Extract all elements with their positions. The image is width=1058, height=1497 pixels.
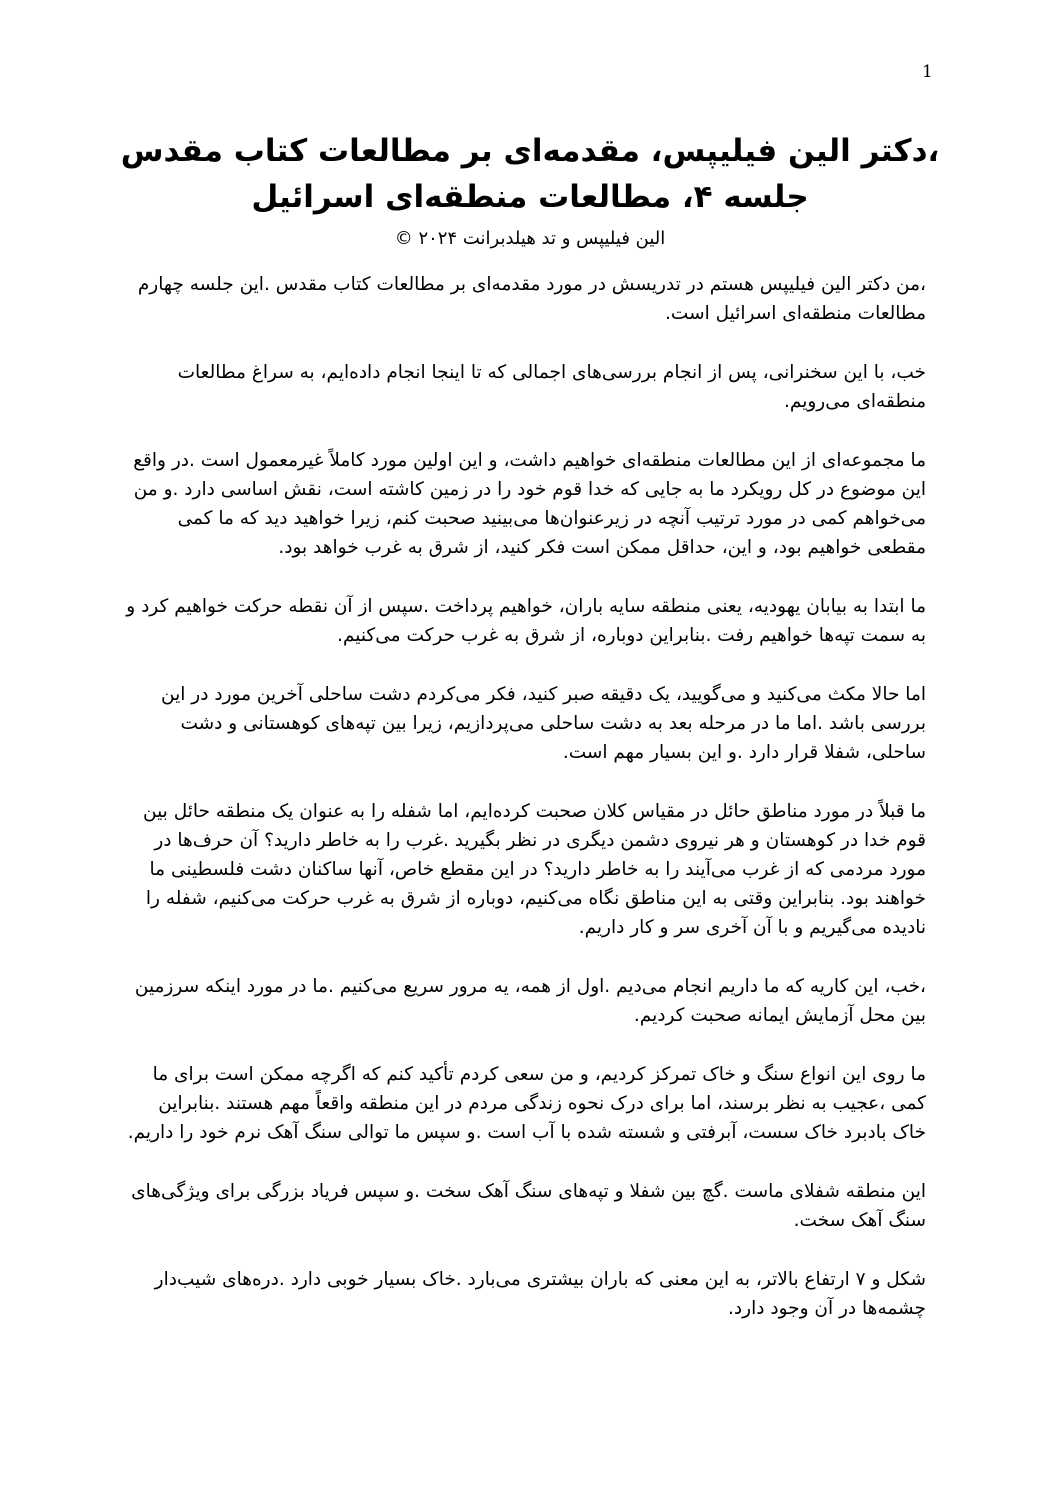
document-body: [126, 270, 926, 1353]
paragraph: این منطقه شفلای ماست .گچ بین شفلا و تپه‌های سنگ آهک سخت .و سپس فریاد بزرگی برای ویژگی‌های سنگ آهک سخت.: [131, 1181, 926, 1231]
document-header: [100, 128, 960, 254]
document-title-line-1: ،دکتر الین فیلیپس، مقدمه‌ای بر مطالعات کتاب مقدس: [120, 133, 940, 169]
paragraph: ما قبلاً در مورد مناطق حائل در مقیاس کلان صحبت کرده‌ایم، اما شفله را به عنوان یک منطقه حائل بین قوم خدا در کوهستان و هر نیروی دشمن دیگری در نظر بگیرید .غرب را به خاطر دارید؟ آن حرف‌ها در مورد مردمی که از غرب می‌آیند را به خاطر دارید؟ در این مقطع خاص، آنها ساکنان دشت فلسطینی ما خواهند بود. بنابراین وقتی به این مناطق نگاه می‌کنیم، دوباره از شرق به غرب حرکت می‌کنیم، شفله را نادیده می‌گیریم و با آن آخری سر و کار داریم.: [143, 801, 926, 938]
page-number: 1: [922, 62, 933, 82]
paragraph: ،من دکتر الین فیلیپس هستم در تدریسش در مورد مقدمه‌ای بر مطالعات کتاب مقدس .این جلسه چهارم مطالعات منطقه‌ای اسرائیل است.: [137, 274, 926, 324]
paragraph: خب، با این سخنرانی، پس از انجام بررسی‌های اجمالی که تا اینجا انجام داده‌ایم، به سراغ مطالعات منطقه‌ای می‌رویم.: [177, 362, 926, 412]
copyright-line: الین فیلیپس و تد هیلدبرانت ۲۰۲۴ ©: [394, 228, 666, 249]
paragraph: ما روی این انواع سنگ و خاک تمرکز کردیم، و من سعی کردم تأکید کنم که اگرچه ممکن است برای ما کمی ،عجیب به نظر برسند، اما برای درک نحوه زندگی مردم در این منطقه واقعاً مهم هستند .بنابراین خاک بادبرد خاک سست، آبرفتی و شسته شده با آب است .و سپس ما توالی سنگ آهک نرم خود را داریم.: [127, 1064, 926, 1143]
paragraph: ،خب، این کاریه که ما داریم انجام می‌دیم .اول از همه، یه مرور سریع می‌کنیم .ما در مورد اینکه سرزمین بین محل آزمایش ایمانه صحبت کردیم.: [134, 976, 926, 1026]
paragraph: شکل و ۷ ارتفاع بالاتر، به این معنی که باران بیشتری می‌بارد .خاک بسیار خوبی دارد .دره‌های شیب‌دار چشمه‌ها در آن وجود دارد.: [154, 1269, 926, 1319]
document-title-line-2: جلسه ۴، مطالعات منطقه‌ای اسرائیل: [251, 179, 809, 215]
paragraph: ما مجموعه‌ای از این مطالعات منطقه‌ای خواهیم داشت، و این اولین مورد کاملاً غیرمعمول است .در واقع این موضوع در کل رویکرد ما به جایی که خدا قوم خود را در زمین کاشته است، نقش اساسی دارد .و من می‌خواهم کمی در مورد ترتیب آنچه در زیرعنوان‌ها می‌بینید صحبت کنم، زیرا خواهید دید که ما کمی مقطعی خواهیم بود، و این، حداقل ممکن است فکر کنید، از شرق به غرب خواهد بود.: [133, 450, 926, 558]
paragraph: اما حالا مکث می‌کنید و می‌گویید، یک دقیقه صبر کنید، فکر می‌کردم دشت ساحلی آخرین مورد در این بررسی باشد .اما ما در مرحله بعد به دشت ساحلی می‌پردازیم، زیرا بین تپه‌های کوهستانی و دشت ساحلی، شفلا قرار دارد .و این بسیار مهم است.: [161, 684, 926, 763]
paragraph: ما ابتدا به بیابان یهودیه، یعنی منطقه سایه باران، خواهیم پرداخت .سپس از آن نقطه حرکت خواهیم کرد و به سمت تپه‌ها خواهیم رفت .بنابراین دوباره، از شرق به غرب حرکت می‌کنیم.: [126, 596, 926, 646]
